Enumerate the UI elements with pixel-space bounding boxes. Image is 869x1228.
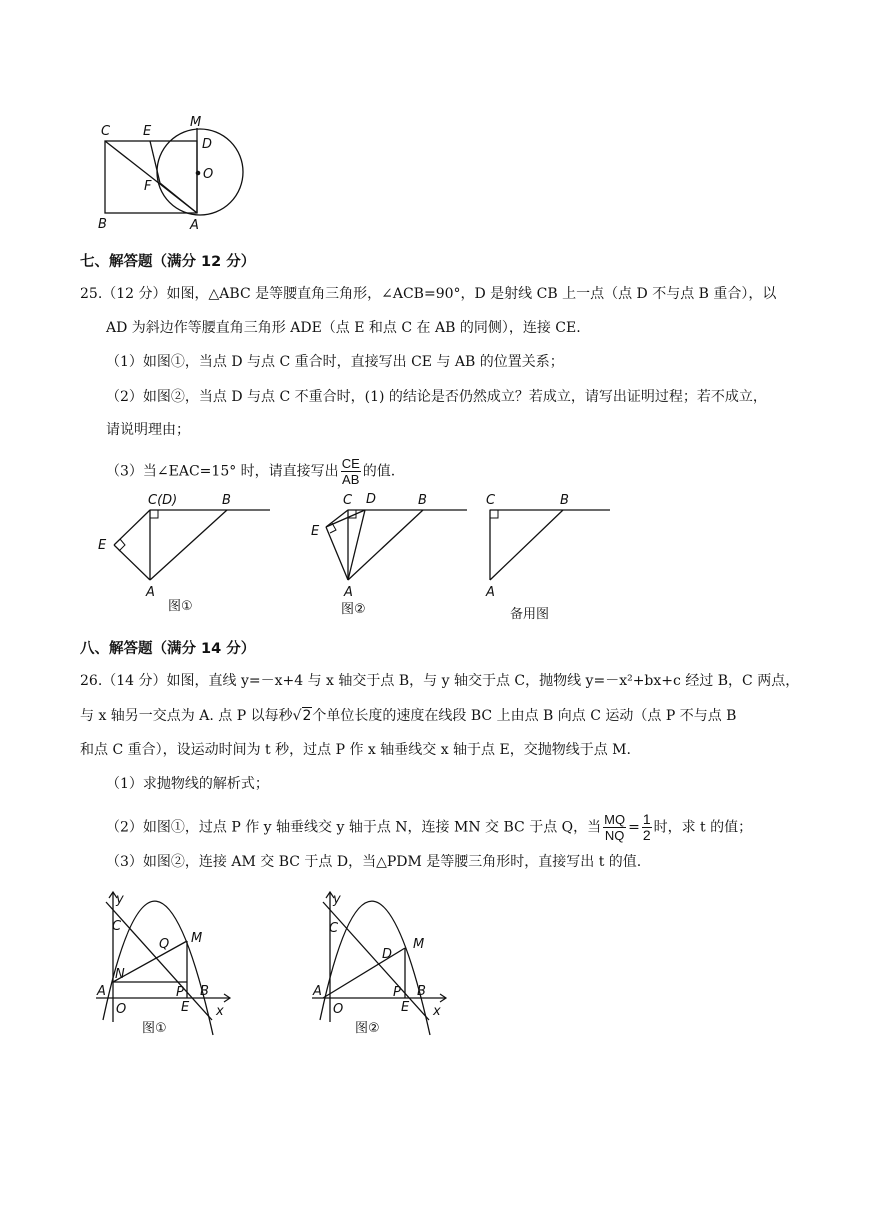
label-A: A [190, 218, 199, 233]
frac-numerator: 1 [642, 811, 651, 827]
figure-caption-backup: 备用图 [510, 607, 550, 622]
label-y: y [333, 892, 341, 907]
label-M: M [190, 115, 202, 130]
label-E: E [98, 538, 107, 553]
label-B: B [418, 493, 427, 508]
label-D: D [202, 137, 213, 152]
label-Q: Q [159, 937, 170, 952]
q26-score: （14 分） [102, 673, 167, 689]
q25-part3-tail: 的值. [362, 463, 396, 480]
frac-denominator: 2 [642, 827, 651, 843]
label-O: O [203, 167, 214, 182]
label-B: B [560, 493, 569, 508]
label-P: P [176, 985, 184, 1000]
label-B: B [98, 217, 107, 232]
q25-part3 [106, 456, 395, 487]
label-P: P [393, 985, 401, 1000]
frac-denominator: NQ [604, 828, 625, 843]
q26-part2-text: （2）如图①，过点 P 作 y 轴垂线交 y 轴于点 N，连接 MN 交 BC 于点 Q，当 [106, 819, 602, 836]
label-C: C [101, 124, 111, 139]
section-heading-7: 七、解答题（满分 12 分） [80, 254, 256, 270]
q25-part1: （1）如图①，当点 D 与点 C 重合时，直接写出 CE 与 AB 的位置关系； [106, 354, 564, 370]
label-O: O [116, 1002, 127, 1017]
q25-figure-1 [90, 490, 280, 615]
label-D: D [366, 492, 377, 507]
q26-figure-1 [95, 870, 240, 1045]
q26-part1: （1）求抛物线的解析式； [106, 776, 269, 792]
q25-figure-2 [305, 488, 475, 618]
figure-caption-2: 图② [341, 602, 366, 617]
label-F: F [144, 179, 152, 194]
label-B: B [417, 984, 426, 999]
figure-caption-1: 图① [168, 599, 193, 614]
q25-score: （12 分） [102, 286, 167, 302]
label-E: E [401, 1000, 410, 1015]
label-M: M [191, 931, 203, 946]
label-CD: C(D) [148, 493, 178, 508]
figure-rect-circle [90, 110, 260, 235]
frac-numerator: MQ [604, 812, 626, 827]
label-C: C [329, 921, 339, 936]
q25-part3-text: （3）当∠EAC=15° 时，请直接写出 [106, 463, 339, 480]
figure-caption-q26-2: 图② [355, 1021, 380, 1036]
q26-part2 [106, 812, 752, 843]
q26-figure-2 [310, 870, 450, 1045]
q26-stem-b-post: 个单位长度的速度在线段 BC 上由点 B 向点 C 运动（点 P 不与点 B [312, 708, 737, 724]
label-A: A [146, 585, 155, 600]
q26-part2-tail: 时，求 t 的值； [653, 819, 753, 836]
q25-stem-line1 [80, 284, 776, 304]
label-C: C [112, 919, 122, 934]
q26-stem-a: 如图，直线 y=－x+4 与 x 轴交于点 B，与 y 轴交于点 C，抛物线 y=－x²+bx+c 经过 B，C 两点， [166, 673, 800, 689]
q26-stem-b-pre: 与 x 轴另一交点为 A. 点 P 以每秒 [80, 708, 293, 724]
q26-stem-line1 [80, 671, 799, 691]
label-M: M [413, 937, 425, 952]
label-x: x [433, 1004, 441, 1019]
fraction-one-half [642, 812, 652, 843]
equals-sign: = [628, 819, 640, 836]
label-E: E [311, 524, 320, 539]
q25-number: 25. [80, 286, 103, 302]
q25-fraction-ce-ab [341, 456, 361, 487]
q25-figure-backup [475, 488, 625, 623]
label-A: A [313, 984, 322, 999]
frac-denominator: AB [342, 472, 360, 487]
q26-stem-line3: 和点 C 重合），设运动时间为 t 秒，过点 P 作 x 轴垂线交 x 轴于点 E，交抛物线于点 M. [80, 742, 631, 758]
label-C: C [486, 493, 496, 508]
label-A: A [97, 984, 106, 999]
label-D: D [382, 947, 393, 962]
section-heading-8: 八、解答题（满分 14 分） [80, 641, 256, 657]
label-O: O [333, 1002, 344, 1017]
sqrt-radicand: 2 [302, 708, 312, 724]
figure-caption-q26-1: 图① [142, 1021, 167, 1036]
q25-part2-line1: （2）如图②，当点 D 与点 C 不重合时，(1) 的结论是否仍然成立？若成立，请写出证明过程；若不成立， [106, 389, 767, 405]
label-x: x [216, 1004, 224, 1019]
label-B: B [222, 493, 231, 508]
q25-stem-a: 如图，△ABC 是等腰直角三角形，∠ACB=90°，D 是射线 CB 上一点（点 D 不与点 B 重合），以 [166, 286, 777, 302]
label-y: y [116, 892, 124, 907]
sqrt-expression: √2 [292, 708, 312, 724]
label-C: C [343, 493, 353, 508]
q25-part2-line2: 请说明理由； [106, 422, 190, 438]
fraction-mq-nq [603, 812, 626, 843]
q26-part3: （3）如图②，连接 AM 交 BC 于点 D，当△PDM 是等腰三角形时，直接写出 t 的值. [106, 854, 642, 870]
label-A: A [486, 585, 495, 600]
label-E: E [181, 1000, 190, 1015]
frac-numerator: CE [341, 456, 360, 471]
label-E: E [143, 124, 152, 139]
label-A: A [344, 585, 353, 600]
label-N: N [115, 967, 125, 982]
q26-number: 26. [80, 673, 103, 689]
label-B: B [200, 984, 209, 999]
q25-stem-line2: AD 为斜边作等腰直角三角形 ADE（点 E 和点 C 在 AB 的同侧），连接 CE. [106, 320, 581, 336]
q26-stem-line2 [80, 706, 736, 726]
